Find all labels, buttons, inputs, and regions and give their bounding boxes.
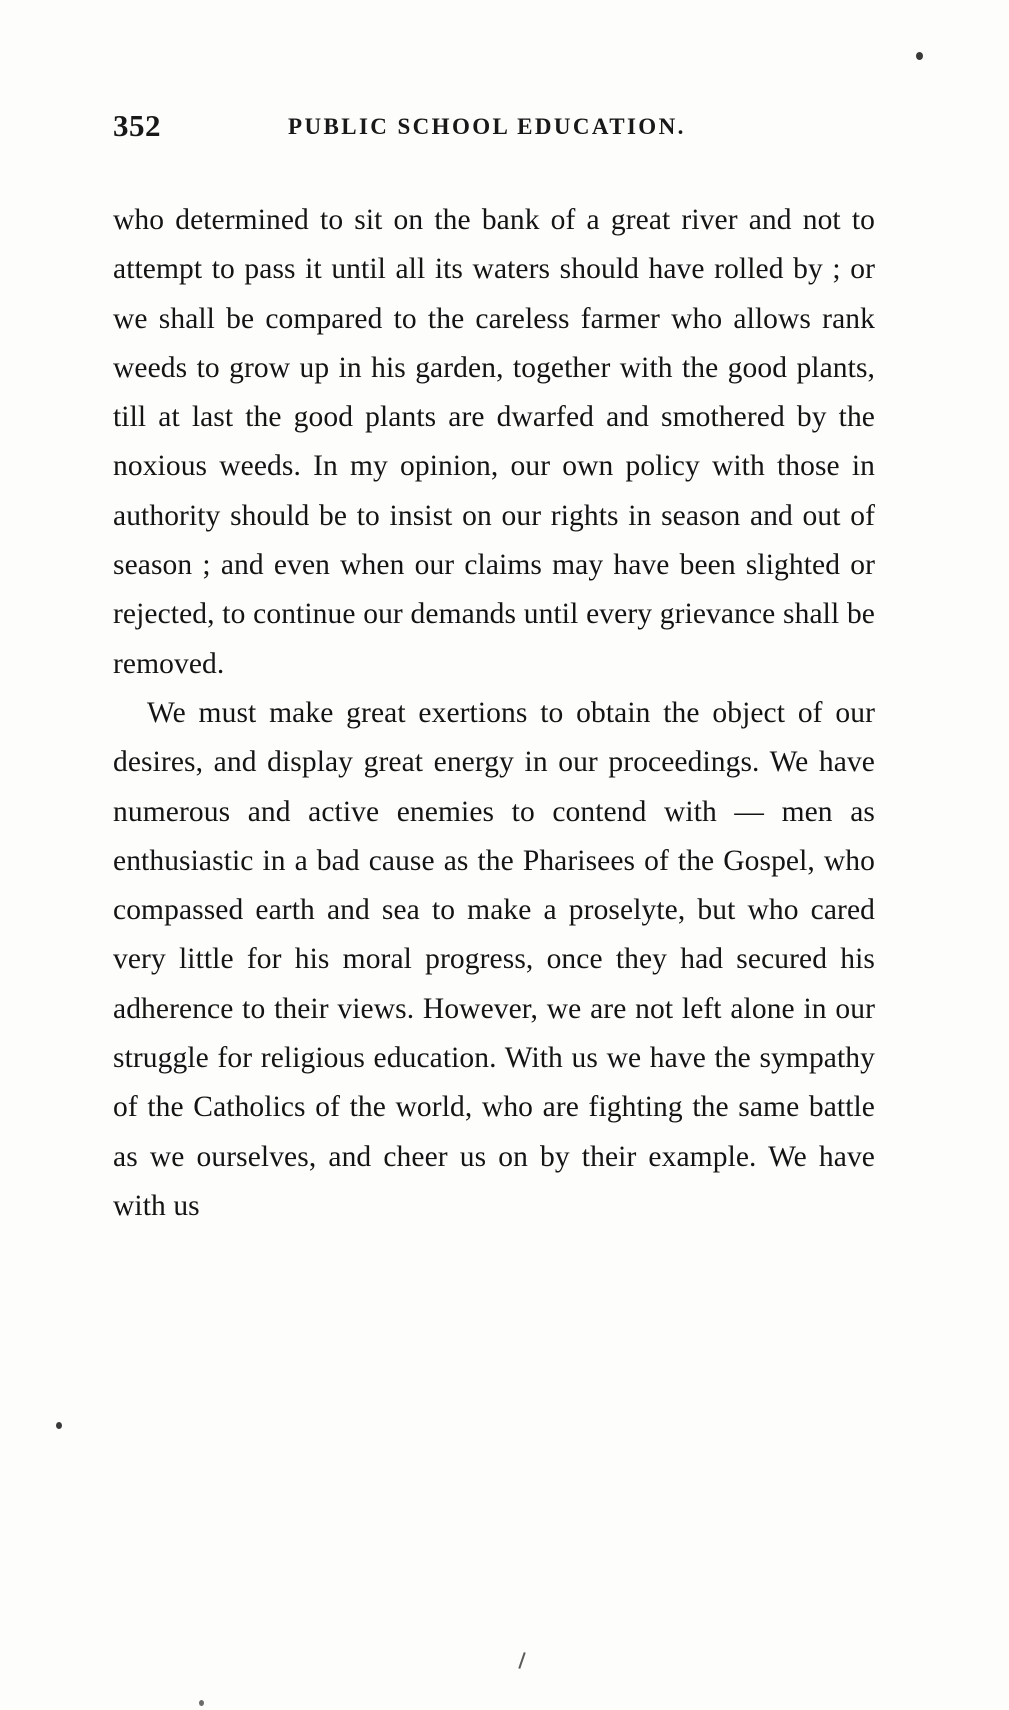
running-head: PUBLIC SCHOOL EDUCATION.: [288, 114, 686, 139]
page-tick-mark: [518, 1652, 525, 1669]
paragraph: We must make great exertions to obtain the object of our desires, and display great energy in our proceedings. We have numerous and active enemies to contend with — men as enthusiastic in a bad cause as the Pharisees of the Gospel, who compassed earth and sea to make a proselyte, but who cared very little for his moral progress, once they had secured his adherence to their views. However, we are not left alone in our struggle for religious education. With us we have the sympathy of the Catholics of the world, who are fighting the same battle as we ourselves, and cheer us on by their example. We have with us: [113, 696, 875, 1222]
body-text: [113, 196, 875, 1231]
paragraph-continued: who determined to sit on the bank of a great river and not to attempt to pass it until all its waters should have rolled by ; or we shall be compared to the careless farmer who allows rank weeds to grow up in his garden, together with the good plants, till at last the good plants are dwarfed and smothered by the noxious weeds. In my opinion, our own policy with those in authority should be to insist on our rights in season and out of season ; and even when our claims may have been slighted or rejected, to continue our demands until every grievance shall be removed.: [113, 204, 875, 680]
page-speck: [916, 52, 923, 60]
page-header: [113, 108, 893, 152]
page-speck: [56, 1422, 62, 1429]
page-number: 352: [113, 108, 161, 143]
page-speck: [199, 1700, 204, 1706]
